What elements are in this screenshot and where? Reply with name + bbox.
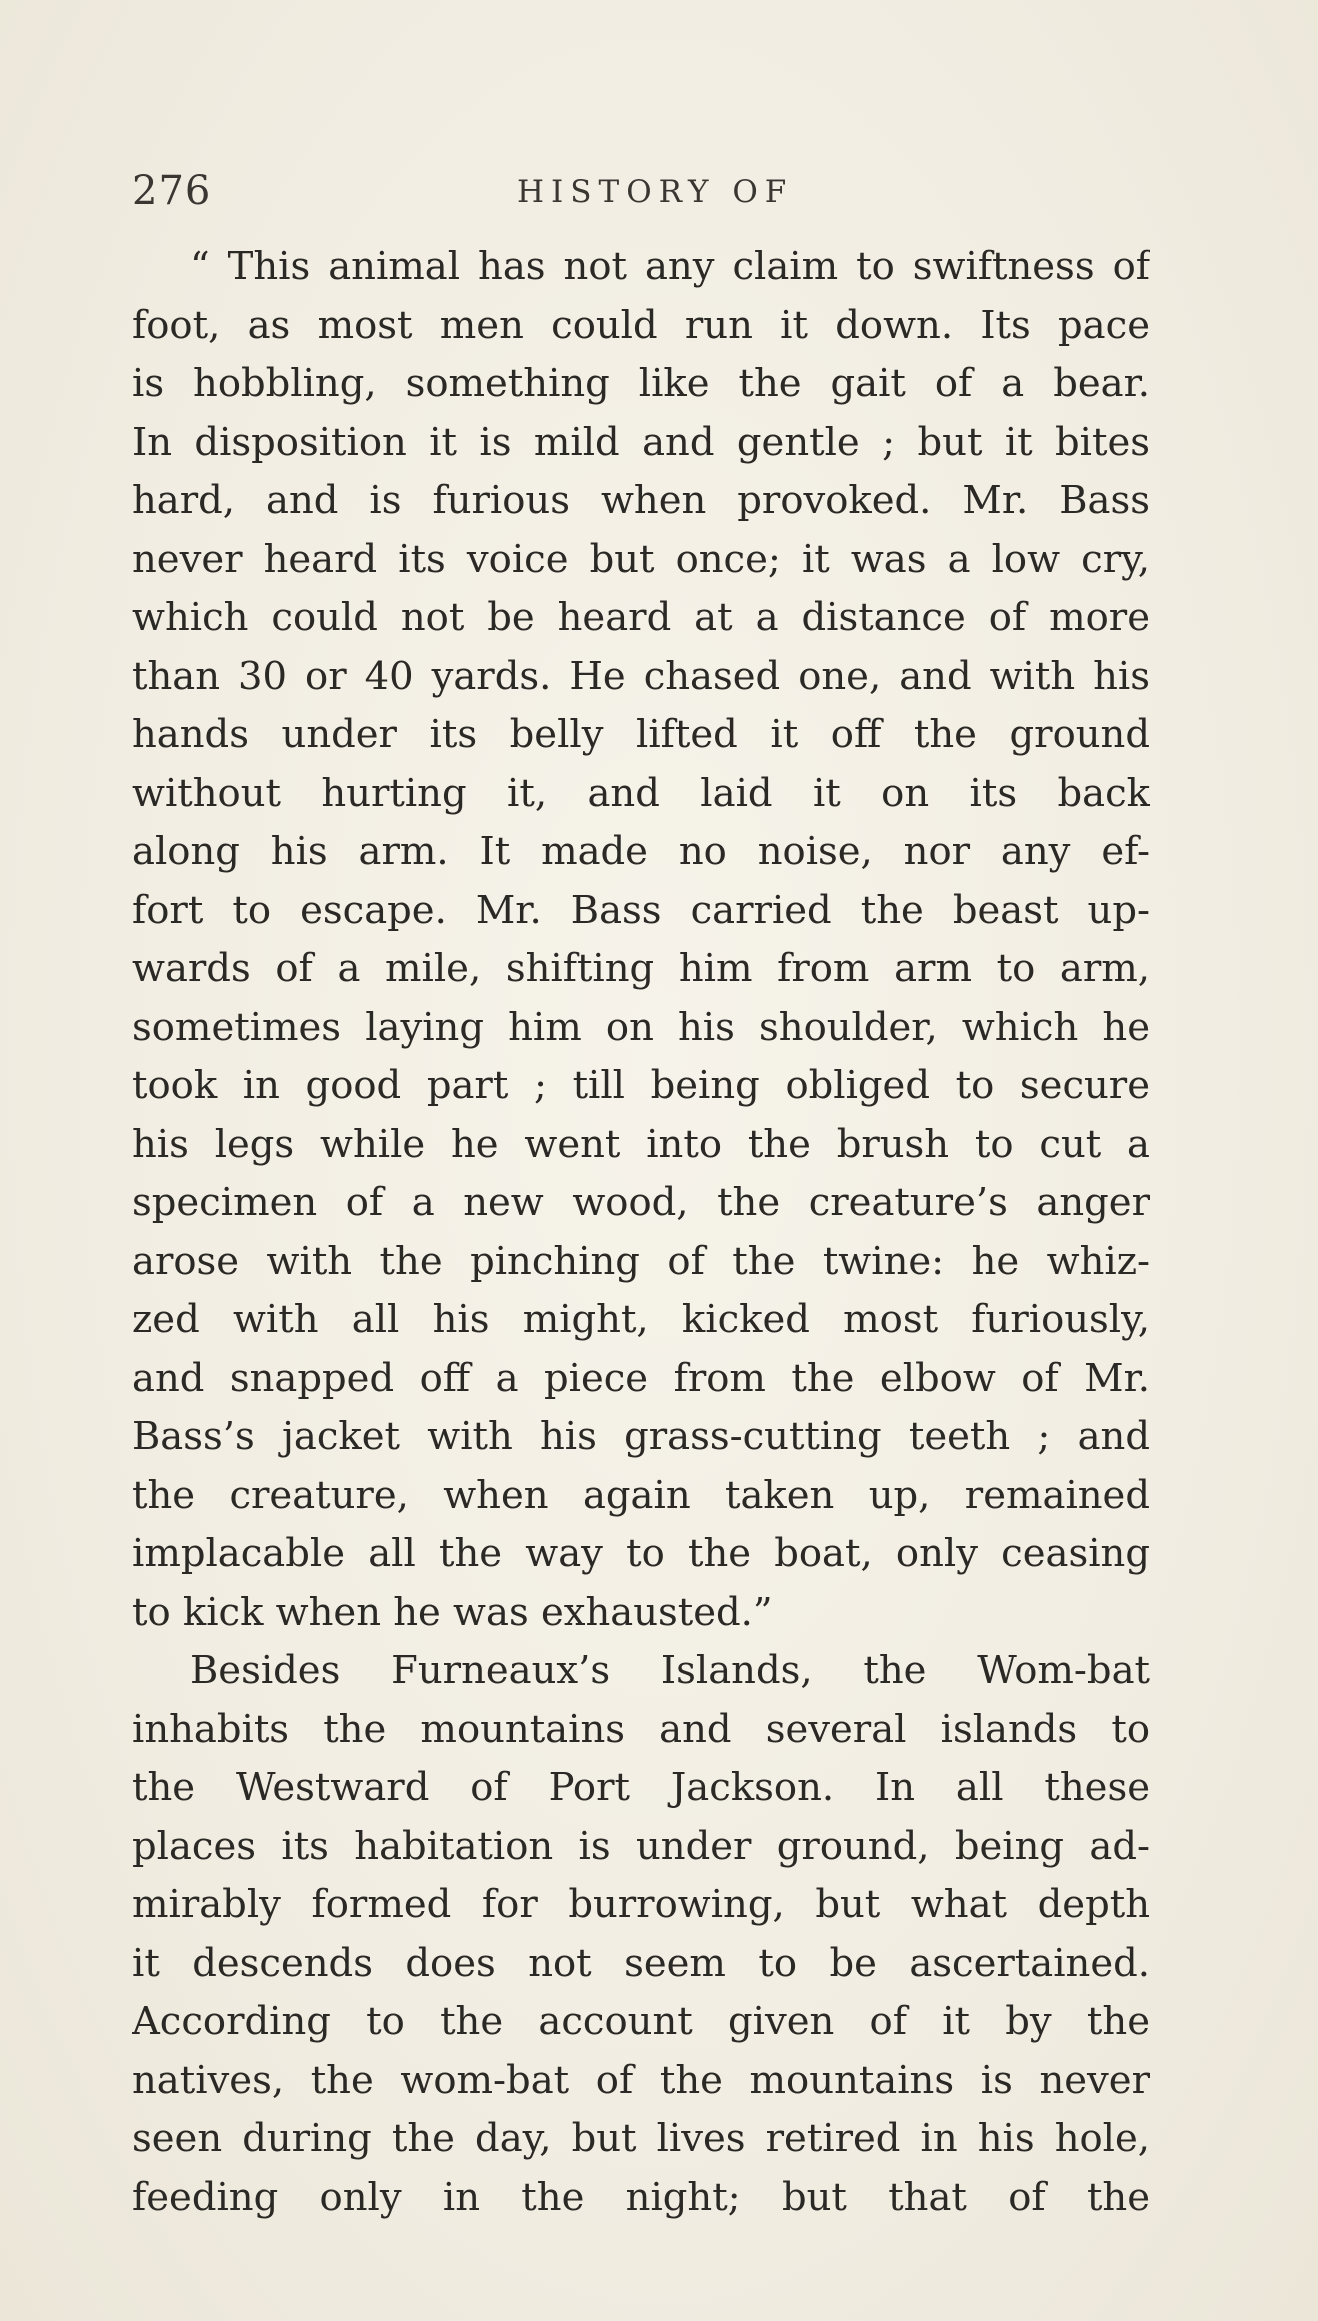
text-line: feeding only in the night; but that of the bbox=[132, 2174, 1150, 2220]
text-line: implacable all the way to the boat, only ceasing bbox=[132, 1531, 1150, 1576]
text-line: arose with the pinching of the twine: he whiz- bbox=[132, 1238, 1150, 1284]
text-line: hands under its belly lifted it off the ground bbox=[132, 712, 1150, 757]
text-line: the creature, when again taken up, remained bbox=[132, 1472, 1150, 1518]
text-line: zed with all his might, kicked most furiously, bbox=[132, 1297, 1150, 1342]
text-line: sometimes laying him on his shoulder, which he bbox=[132, 1004, 1150, 1050]
text-line: mirably formed for burrowing, but what depth bbox=[132, 1882, 1150, 1927]
text-line: In disposition it is mild and gentle ; but it bites bbox=[132, 419, 1150, 465]
text-line: is hobbling, something like the gait of a bear. bbox=[132, 361, 1150, 406]
text-line: fort to escape. Mr. Bass carried the beast up- bbox=[132, 887, 1150, 933]
page-header bbox=[132, 168, 1142, 228]
text-line: without hurting it, and laid it on its back bbox=[132, 770, 1150, 816]
text-line: places its habitation is under ground, being ad- bbox=[132, 1823, 1150, 1869]
text-line: to kick when he was exhausted.” bbox=[132, 1589, 773, 1635]
text-line: foot, as most men could run it down. Its pace bbox=[132, 302, 1150, 348]
text-line: hard, and is furious when provoked. Mr. Bass bbox=[132, 478, 1150, 523]
text-line: specimen of a new wood, the creature’s anger bbox=[132, 1180, 1150, 1225]
text-line: Besides Furneaux’s Islands, the Wom-bat bbox=[190, 1648, 1150, 1693]
text-line: the Westward of Port Jackson. In all these bbox=[132, 1765, 1150, 1810]
text-line: and snapped off a piece from the elbow of Mr. bbox=[132, 1355, 1150, 1401]
body-text bbox=[132, 238, 1150, 2227]
text-line: it descends does not seem to be ascertained. bbox=[132, 1940, 1150, 1986]
text-line: Bass’s jacket with his grass-cutting teeth ; and bbox=[132, 1414, 1150, 1459]
text-line: According to the account given of it by the bbox=[132, 1999, 1150, 2044]
page-number: 276 bbox=[132, 168, 212, 214]
text-line: his legs while he went into the brush to cut a bbox=[132, 1121, 1150, 1167]
text-line: than 30 or 40 yards. He chased one, and with his bbox=[132, 653, 1150, 699]
text-line: took in good part ; till being obliged to secure bbox=[132, 1063, 1150, 1108]
text-line: seen during the day, but lives retired in his hole, bbox=[132, 2116, 1150, 2161]
text-line: wards of a mile, shifting him from arm to arm, bbox=[132, 946, 1150, 991]
running-head: HISTORY OF bbox=[517, 174, 794, 210]
text-line: along his arm. It made no noise, nor any ef- bbox=[132, 829, 1150, 874]
text-line: “ This animal has not any claim to swiftness of bbox=[190, 244, 1150, 289]
text-line: natives, the wom-bat of the mountains is never bbox=[132, 2057, 1150, 2103]
text-line: inhabits the mountains and several islands to bbox=[132, 1706, 1150, 1752]
text-line: which could not be heard at a distance of more bbox=[132, 595, 1150, 640]
text-line: never heard its voice but once; it was a low cry, bbox=[132, 536, 1150, 582]
